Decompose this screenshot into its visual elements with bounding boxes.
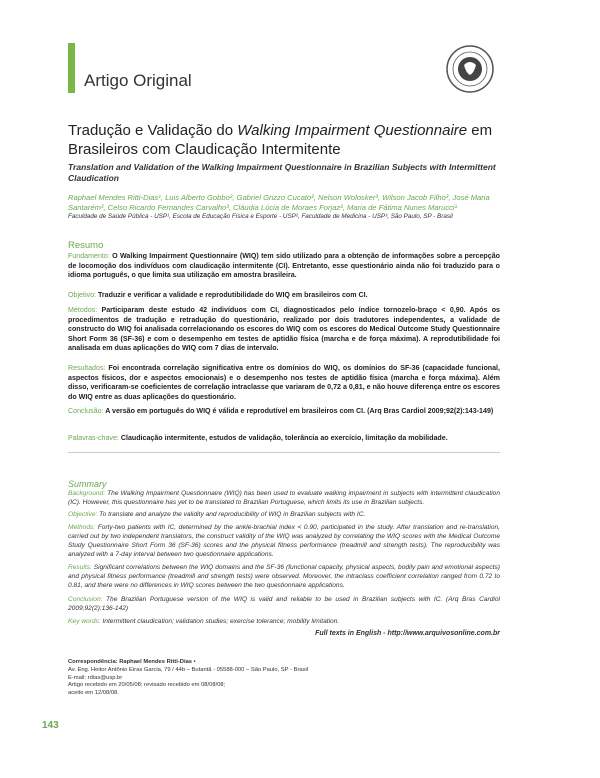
resumo-fundamento: Fundamento: O Walking Impairment Questionnaire (WIQ) tem sido utilizado para a obtenção de informações sobre a percepção de locomoção dos indivíduos com claudicação intermitente (CI). Entretanto, esse questionário ainda não foi traduzido para o idioma português, o que limita sua utilização em amostra brasileira.	[68, 252, 500, 280]
page-number: 143	[42, 720, 59, 731]
resumo-conclusao: Conclusão: A versão em português do WIQ é válida e reprodutível em brasileiros com CI. (Arq Bras Cardiol 2009;92(2):143-149)	[68, 407, 494, 415]
summary-heading: Summary	[68, 479, 107, 489]
author-list: Raphael Mendes Ritti-Dias¹, Luis Alberto Gobbo², Gabriel Grizzo Cucato², Nelson Wolosker³, Wilson Jacob Filho³, José Maria Santarém³, Celso Ricardo Fernandes Carvalho³, Cláudia Lúcia de Moraes Forjaz², Maria de Fátima Nunes Marucci¹	[68, 193, 490, 212]
summary-methods: Methods: Forty-two patients with IC, determined by the ankle-brachial index < 0.90, participated in the study. After translation and re-translation, carried out by two independent translators, the construct validity of the WIQ was analyzed by correlating the WIQ scores with the Medical Outcome Study Questionnaire Short Form 36 (SF-36) scores and the physical fitness performance (treadmill and strength tests). The reproducibility was analyzed with a 7-day interval between two questionnaire applications.	[68, 524, 500, 558]
article-subtitle: Translation and Validation of the Walking Impairment Questionnaire in Brazilian Subjects with Intermittent Claudication	[68, 162, 496, 183]
section-divider	[68, 452, 500, 453]
article-title: Tradução e Validação do Walking Impairment Questionnaire em Brasileiros com Claudicação Intermitente	[68, 122, 493, 158]
summary-conclusion: Conclusion: The Brazilian Portuguese version of the WIQ is valid and reliable to be used in Brazilian subjects with IC. (Arq Bras Cardiol 2009;92(2):136-142)	[68, 596, 500, 612]
resumo-heading: Resumo	[68, 240, 104, 251]
fulltext-link[interactable]: Full texts in English - http://www.arquivosonline.com.br	[315, 630, 500, 637]
resumo-resultados: Resultados: Foi encontrada correlação significativa entre os domínios do WIQ, os domínios do SF-36 (capacidade funcional, aspectos físicos, dor e aspectos emocionais) e o desempenho nos testes de aptidão física (marcha e força máxima). Além disso, verificaram-se coeficientes de correlação intraclasse que variaram de 0,72 a 0,81, e não houve diferença entre os escores do WIQ entre as duas aplicações do questionário.	[68, 364, 500, 401]
summary-results: Results: Significant correlations between the WIQ domains and the SF-36 (functional capacity, physical aspects, bodily pain and emotional aspects) and physical fitness performance (treadmill and strength tests) were observed. Moreover, the intraclass coefficient correlation ranged from 0.72 to 0.81, and there were no differences in WIQ scores between the two questionnaire applications.	[68, 564, 500, 589]
correspondence-address: Av. Eng. Heitor Antônio Eiras Garcia, 79 / 44b – Butantã - 05588-000 – São Paulo, SP - Brasil	[68, 666, 309, 673]
summary-keywords: Key words: Intermittent claudication; validation studies; exercise tolerance; mobility limitation.	[68, 618, 340, 625]
resumo-palavras-chave: Palavras-chave: Claudicação intermitente, estudos de validação, tolerância ao exercício, limitação da mobilidade.	[68, 434, 448, 442]
accepted-date: aceito em 12/08/08.	[68, 690, 119, 697]
correspondence-email[interactable]: E-mail: rdias@usp.br	[68, 674, 123, 681]
affiliations: Faculdade de Saúde Pública - USP¹, Escola de Educação Física e Esporte - USP², Faculdade de Medicina - USP³, São Paulo, SP - Brasil	[68, 213, 453, 220]
resumo-objetivo: Objetivo: Traduzir e verificar a validade e reprodutibilidade do WIQ em brasileiros com CI.	[68, 291, 368, 299]
section-label: Artigo Original	[84, 71, 192, 90]
summary-background: Background: The Walking Impairment Questionnaire (WIQ) has been used to evaluate walking impairment in subjects with intermittent claudication (IC). However, this questionnaire has yet to be translated to Brazilian Portuguese, which limits its use in Brazilian subjects.	[68, 490, 500, 506]
correspondence-block: Correspondência: Raphael Mendes Ritti-Dias • Av. Eng. Heitor Antônio Eiras Garcia, 79 / 44b – Butantã - 05588-000 – São Paulo, SP - Brasil E-mail: rdias@usp.br Artigo recebido em 20/05/08; revisado recebido em 08/08/08; aceito em 12/08/08.	[68, 659, 500, 698]
section-accent-bar	[68, 43, 75, 93]
summary-objective: Objective: To translate and analyze the validity and reproducibility of WIQ in Brazilian subjects with IC.	[68, 511, 366, 518]
resumo-metodos: Métodos: Participaram deste estudo 42 indivíduos com CI, diagnosticados pelo índice tornozelo-braço < 0,90. Após os procedimentos de tradução e retradução do questionário, realizado por dois tradutores independentes, a validade de constructo do WIQ foi analisada correlacionando os escores do WIQ com os escores do Medical Outcome Study Questionnaire Short Form 36 (SF-36) e com o desempenho em testes de aptidão física (marcha e de força máxima). A reprodutibilidade foi analisada em duas aplicações do WIQ com 7 dias de intervalo.	[68, 306, 500, 353]
society-seal-icon	[446, 45, 494, 93]
received-date: Artigo recebido em 20/05/08; revisado recebido em 08/08/08;	[68, 682, 226, 689]
